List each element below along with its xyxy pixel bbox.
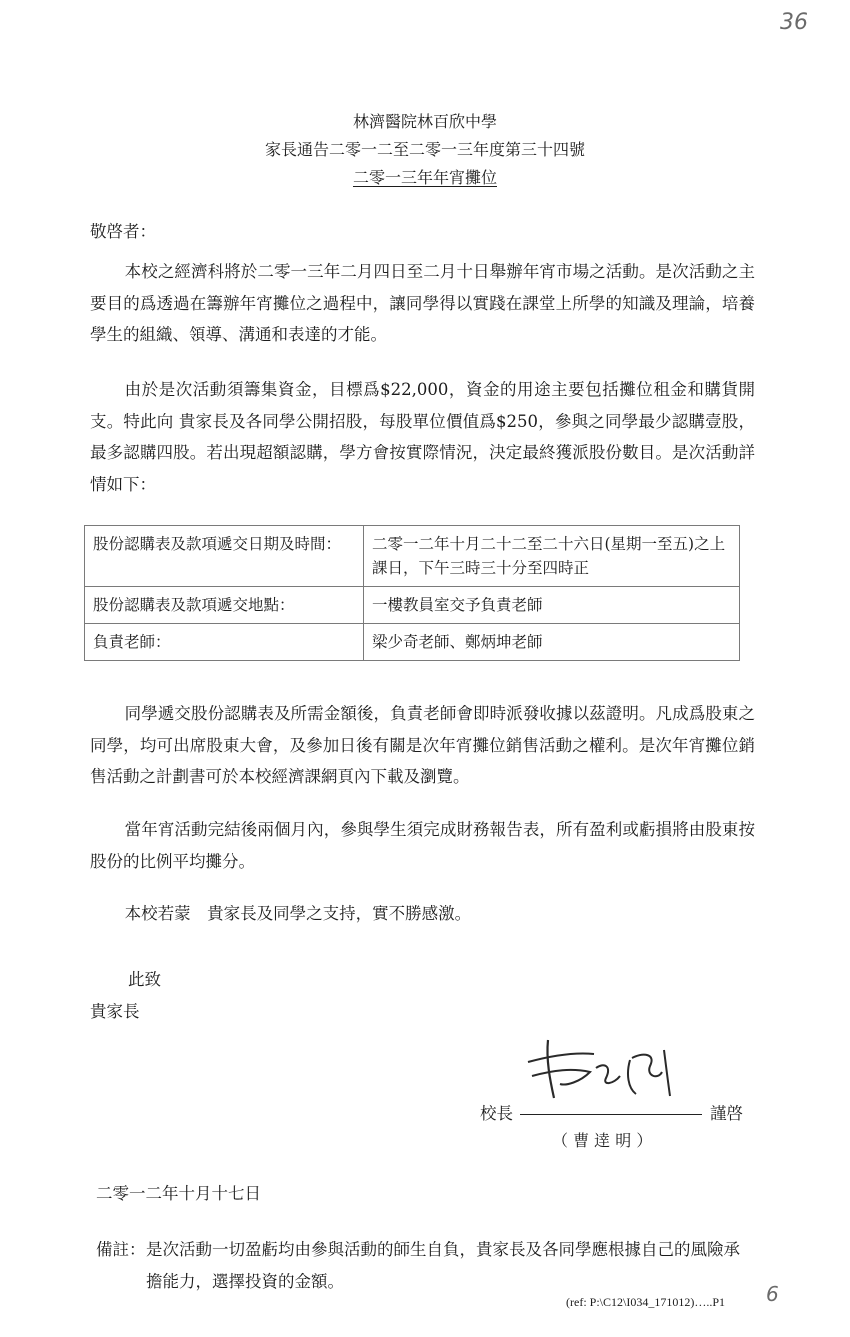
remark-label: 備註： xyxy=(96,1240,146,1259)
recipient-line: 貴家長 xyxy=(90,1002,140,1021)
remark-text-line2: 擔能力，選擇投資的金額。 xyxy=(146,1272,344,1291)
table-row xyxy=(85,526,740,587)
table-value: 二零一二年十月二十二至二十六日(星期一至五)之上課日，下午三時三十分至四時正 xyxy=(364,526,740,587)
signature-suffix: 謹啓 xyxy=(710,1104,743,1123)
table-label: 負責老師： xyxy=(85,624,364,661)
page-mark: 6 xyxy=(766,1282,779,1306)
table-row xyxy=(85,587,740,624)
salutation: 敬啓者： xyxy=(90,222,156,241)
table-row xyxy=(85,624,740,661)
closing-line: 此致 xyxy=(128,970,161,989)
table-label: 股份認購表及款項遞交日期及時間： xyxy=(85,526,364,587)
table-value: 一樓教員室交予負責老師 xyxy=(364,587,740,624)
reference-code: (ref: P:\C12\I034_171012)…..P1 xyxy=(566,1295,725,1309)
principal-name: （ 曹 逹 明 ） xyxy=(552,1131,653,1150)
signature-title: 校長 xyxy=(480,1104,513,1123)
notice-subject xyxy=(0,166,850,190)
table-value: 梁少奇老師、鄭炳坤老師 xyxy=(364,624,740,661)
school-name: 林濟醫院林百欣中學 xyxy=(352,112,497,131)
table-label: 股份認購表及款項遞交地點： xyxy=(85,587,364,624)
notice-number: 家長通告二零一二至二零一三年度第三十四號 xyxy=(264,140,585,159)
principal-signature xyxy=(510,1032,690,1102)
paragraph-thanks: 本校若蒙 貴家長及同學之支持，實不勝感激。 xyxy=(124,904,472,923)
notice-date: 二零一二年十月十七日 xyxy=(96,1184,261,1203)
corner-page-number: 36 xyxy=(780,10,808,35)
details-table xyxy=(84,525,740,661)
paragraph-funding: 由於是次活動須籌集資金，目標爲$22,000，資金的用途主要包括攤位租金和購貨開支。特此向 貴家長及各同學公開招股，每股單位價值爲$250，參與之同學最少認購壹股，最多認購四股。若出現超額認購，學方會按實際情況，決定最終獲派股份數目。是次活動詳情如下： xyxy=(90,380,755,494)
paragraph-purpose: 本校之經濟科將於二零一三年二月四日至二月十日舉辦年宵市場之活動。是次活動之主要目的爲透過在籌辦年宵攤位之過程中，讓同學得以實踐在課堂上所學的知識及理論，培養學生的組織、領導、溝通和表達的才能。 xyxy=(90,262,755,344)
remark-text-line1: 是次活動一切盈虧均由參與活動的師生自負，貴家長及各同學應根據自己的風險承 xyxy=(146,1240,740,1259)
paragraph-receipt: 同學遞交股份認購表及所需金額後，負責老師會即時派發收據以茲證明。凡成爲股東之同學，均可出席股東大會，及參加日後有關是次年宵攤位銷售活動之權利。是次年宵攤位銷售活動之計劃書可於本校經濟課網頁內下載及瀏覽。 xyxy=(90,704,755,786)
signature-line xyxy=(520,1114,702,1115)
paragraph-report: 當年宵活動完結後兩個月內，參與學生須完成財務報告表，所有盈利或虧損將由股東按股份的比例平均攤分。 xyxy=(90,820,755,871)
notice-subject-text: 二零一三年年宵攤位 xyxy=(352,168,497,187)
